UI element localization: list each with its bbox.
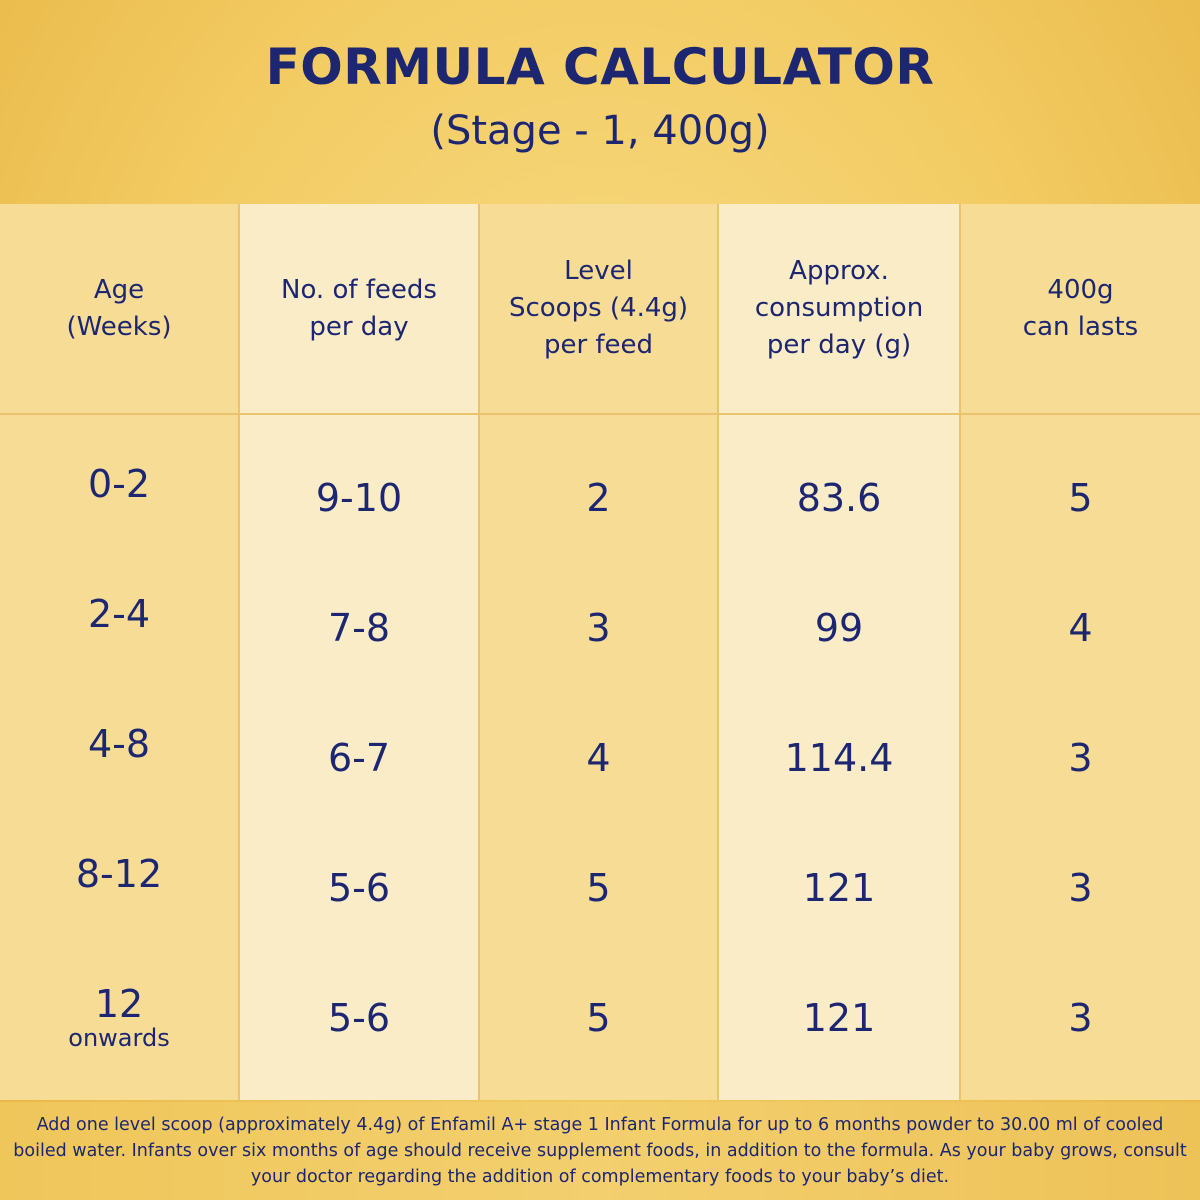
table-cell-consumption: 114.4 bbox=[784, 736, 894, 780]
header-divider bbox=[0, 413, 1200, 415]
table-cell-age bbox=[0, 444, 238, 524]
header-line: No. of feeds bbox=[281, 274, 437, 305]
age-value: 8-12 bbox=[75, 852, 163, 896]
header-line: per feed bbox=[543, 330, 654, 360]
header-line: Approx. bbox=[789, 256, 889, 286]
header bbox=[0, 0, 1200, 200]
header-line: Scoops (4.4g) bbox=[508, 293, 689, 323]
header-feeds bbox=[240, 204, 478, 413]
table-cell-feeds: 5-6 bbox=[327, 866, 391, 910]
table-cell-scoops: 5 bbox=[586, 866, 611, 910]
header-line: Age bbox=[93, 274, 145, 305]
formula-table bbox=[0, 204, 1200, 1100]
table-cell-feeds: 9-10 bbox=[315, 476, 403, 520]
table-cell-age bbox=[0, 834, 238, 914]
header-line: consumption bbox=[754, 293, 924, 323]
table-cell-lasts: 3 bbox=[1068, 866, 1093, 910]
header-line: (Weeks) bbox=[66, 311, 172, 342]
table-cell-scoops: 2 bbox=[586, 476, 611, 520]
age-note: onwards bbox=[68, 1024, 170, 1052]
age-value: 2-4 bbox=[87, 592, 151, 636]
header-lasts bbox=[961, 204, 1200, 413]
header-line: 400g bbox=[1047, 274, 1114, 305]
table-cell-lasts: 4 bbox=[1068, 606, 1093, 650]
table-cell-lasts: 3 bbox=[1068, 996, 1093, 1040]
age-value: 4-8 bbox=[87, 722, 151, 766]
table-cell-lasts: 5 bbox=[1068, 476, 1093, 520]
table-cell-consumption: 121 bbox=[802, 866, 876, 910]
table-cell-feeds: 7-8 bbox=[327, 606, 391, 650]
age-value: 0-2 bbox=[87, 462, 151, 506]
header-consumption bbox=[719, 204, 959, 413]
table-cell-age bbox=[0, 978, 238, 1058]
footer-note bbox=[0, 1102, 1200, 1200]
table-cell-consumption: 99 bbox=[814, 606, 864, 650]
table-cell-feeds: 5-6 bbox=[327, 996, 391, 1040]
header-line: per day bbox=[309, 311, 409, 342]
footer-text: Add one level scoop (approximately 4.4g) of Enfamil A+ stage 1 Infant Formula for up to 6 months powder to 30.00 ml of cooled boiled water. Infants over six months of age should receive supplement foods, in addition to the formula. As your baby grows, consult your doctor regarding the addition of complementary foods to your baby’s diet. bbox=[13, 1115, 1187, 1187]
header-line: per day (g) bbox=[766, 330, 912, 360]
header-age bbox=[0, 204, 238, 413]
table-cell-scoops: 5 bbox=[586, 996, 611, 1040]
table-cell-scoops: 4 bbox=[586, 736, 611, 780]
table-cell-consumption: 83.6 bbox=[796, 476, 882, 520]
page-subtitle: (Stage - 1, 400g) bbox=[430, 108, 770, 154]
age-value: 12 bbox=[94, 982, 144, 1026]
header-line: can lasts bbox=[1022, 311, 1139, 342]
table-cell-scoops: 3 bbox=[586, 606, 611, 650]
table-cell-consumption: 121 bbox=[802, 996, 876, 1040]
header-line: Level bbox=[564, 256, 633, 286]
page-title: FORMULA CALCULATOR bbox=[265, 38, 935, 96]
table-cell-age bbox=[0, 704, 238, 784]
table-cell-lasts: 3 bbox=[1068, 736, 1093, 780]
table-cell-age bbox=[0, 574, 238, 654]
table-cell-feeds: 6-7 bbox=[327, 736, 391, 780]
header-scoops bbox=[480, 204, 717, 413]
